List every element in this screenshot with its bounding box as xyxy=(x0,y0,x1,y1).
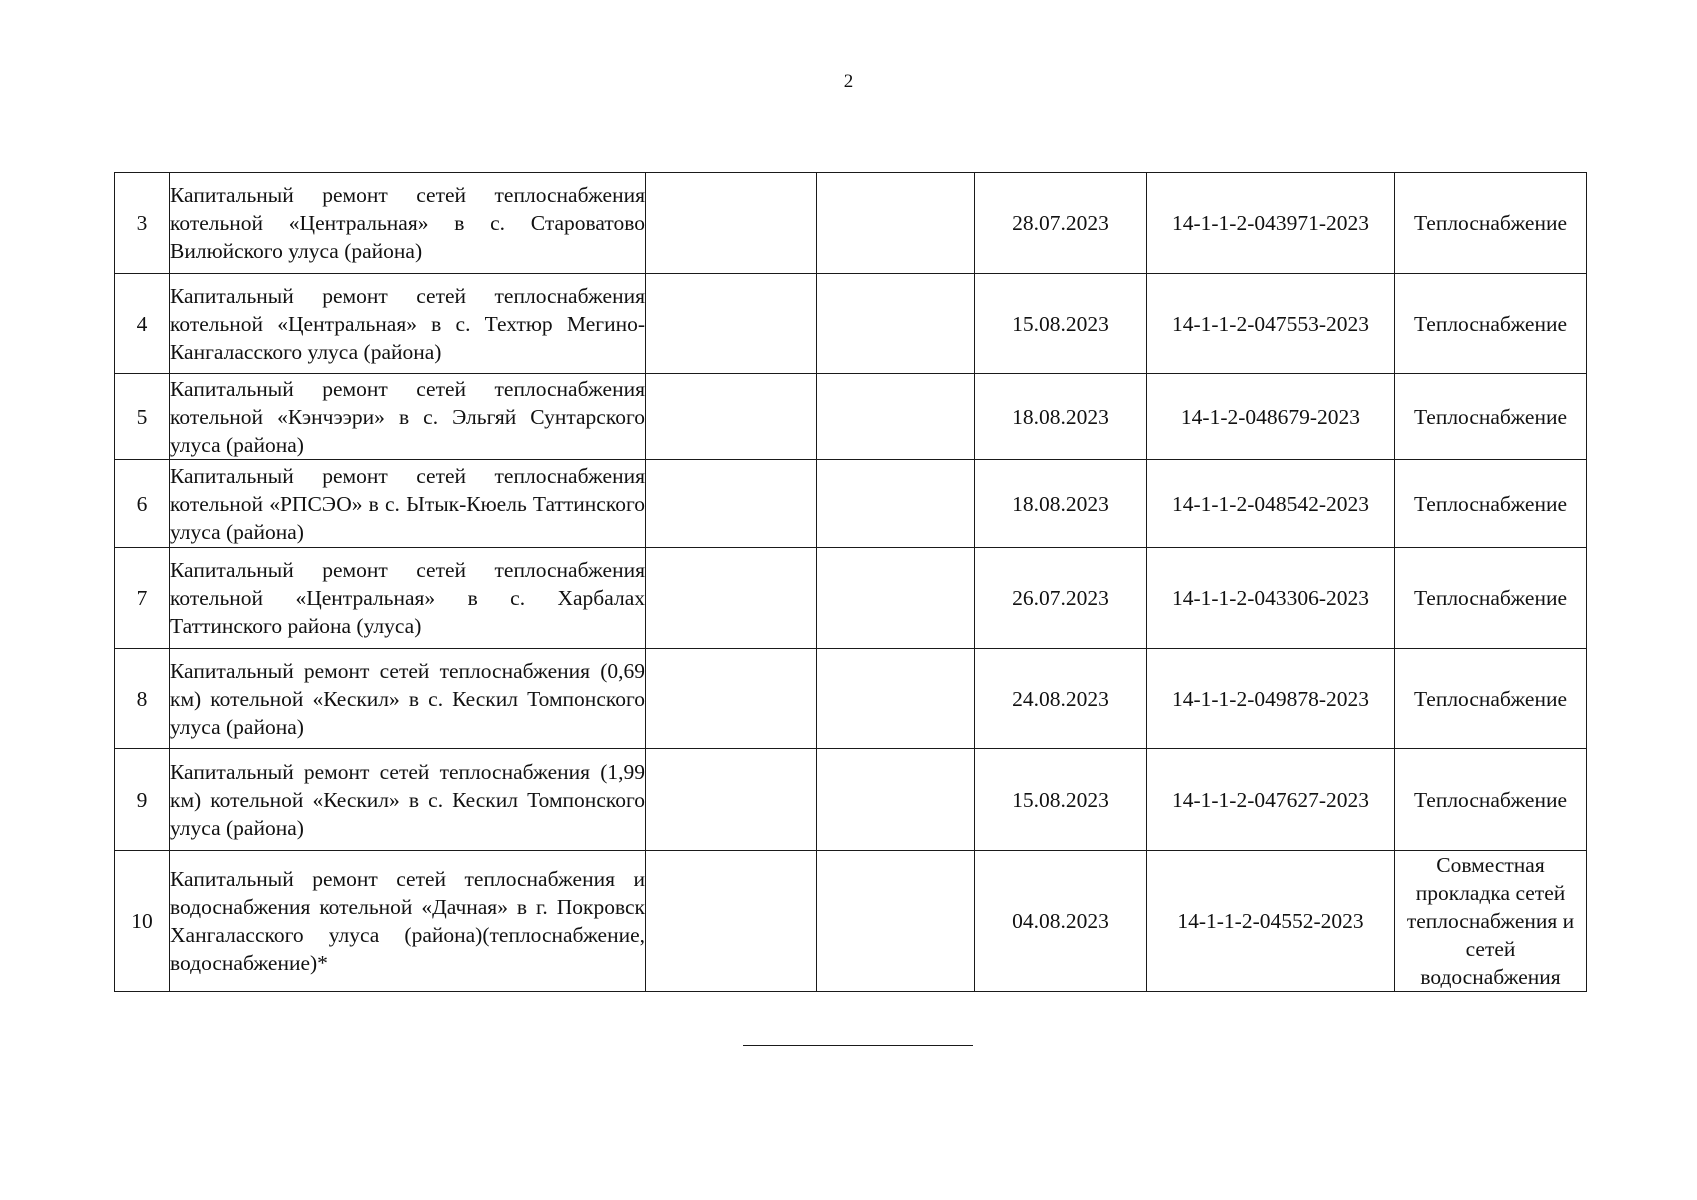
empty-cell xyxy=(646,649,817,749)
empty-cell xyxy=(646,274,817,374)
row-number: 10 xyxy=(115,851,170,992)
conclusion-date: 24.08.2023 xyxy=(975,649,1147,749)
conclusion-date: 15.08.2023 xyxy=(975,749,1147,851)
empty-cell xyxy=(646,460,817,548)
empty-cell xyxy=(817,173,975,274)
object-name: Капитальный ремонт сетей теплоснабжения котельной «Центральная» в с. Харбалах Таттинского района (улуса) xyxy=(170,548,646,649)
conclusion-number: 14-1-1-2-047553-2023 xyxy=(1147,274,1395,374)
network-type: Теплоснабжение xyxy=(1395,749,1587,851)
object-name: Капитальный ремонт сетей теплоснабжения (0,69 км) котельной «Кескил» в с. Кескил Томпонского улуса (района) xyxy=(170,649,646,749)
conclusion-number: 14-1-1-2-047627-2023 xyxy=(1147,749,1395,851)
empty-cell xyxy=(817,548,975,649)
empty-cell xyxy=(646,749,817,851)
conclusion-number: 14-1-2-048679-2023 xyxy=(1147,374,1395,460)
object-name: Капитальный ремонт сетей теплоснабжения и водоснабжения котельной «Дачная» в г. Покровск Хангаласского улуса (района)(теплоснабжение, водоснабжение)* xyxy=(170,851,646,992)
conclusion-date: 26.07.2023 xyxy=(975,548,1147,649)
conclusion-date: 18.08.2023 xyxy=(975,460,1147,548)
row-number: 3 xyxy=(115,173,170,274)
conclusion-date: 04.08.2023 xyxy=(975,851,1147,992)
empty-cell xyxy=(646,374,817,460)
network-type: Теплоснабжение xyxy=(1395,374,1587,460)
conclusion-date: 28.07.2023 xyxy=(975,173,1147,274)
table-row xyxy=(115,749,1587,851)
conclusion-number: 14-1-1-2-048542-2023 xyxy=(1147,460,1395,548)
table-row xyxy=(115,460,1587,548)
empty-cell xyxy=(817,649,975,749)
table-row xyxy=(115,548,1587,649)
row-number: 8 xyxy=(115,649,170,749)
row-number: 5 xyxy=(115,374,170,460)
conclusion-number: 14-1-1-2-043971-2023 xyxy=(1147,173,1395,274)
empty-cell xyxy=(817,749,975,851)
object-name: Капитальный ремонт сетей теплоснабжения котельной «Центральная» в с. Техтюр Мегино-Кангаласского улуса (района) xyxy=(170,274,646,374)
conclusion-number: 14-1-1-2-04552-2023 xyxy=(1147,851,1395,992)
footer-rule xyxy=(743,1045,973,1046)
empty-cell xyxy=(817,274,975,374)
row-number: 9 xyxy=(115,749,170,851)
page-number: 2 xyxy=(843,71,854,92)
empty-cell xyxy=(646,851,817,992)
network-type: Теплоснабжение xyxy=(1395,274,1587,374)
network-type: Теплоснабжение xyxy=(1395,649,1587,749)
table-row xyxy=(115,851,1587,992)
object-name: Капитальный ремонт сетей теплоснабжения котельной «Кэнчээри» в с. Эльгяй Сунтарского улуса (района) xyxy=(170,374,646,460)
empty-cell xyxy=(817,374,975,460)
object-name: Капитальный ремонт сетей теплоснабжения котельной «РПСЭО» в с. Ытык-Кюель Таттинского улуса (района) xyxy=(170,460,646,548)
row-number: 7 xyxy=(115,548,170,649)
network-type: Теплоснабжение xyxy=(1395,460,1587,548)
conclusion-number: 14-1-1-2-043306-2023 xyxy=(1147,548,1395,649)
conclusion-date: 18.08.2023 xyxy=(975,374,1147,460)
empty-cell xyxy=(817,460,975,548)
table-row xyxy=(115,173,1587,274)
network-type: Теплоснабжение xyxy=(1395,548,1587,649)
network-type: Совместная прокладка сетей теплоснабжения и сетей водоснабжения xyxy=(1395,851,1587,992)
empty-cell xyxy=(646,548,817,649)
conclusion-number: 14-1-1-2-049878-2023 xyxy=(1147,649,1395,749)
table-row xyxy=(115,274,1587,374)
conclusion-date: 15.08.2023 xyxy=(975,274,1147,374)
table-row xyxy=(115,649,1587,749)
registry-table xyxy=(114,172,1587,992)
row-number: 6 xyxy=(115,460,170,548)
object-name: Капитальный ремонт сетей теплоснабжения котельной «Центральная» в с. Староватово Вилюйского улуса (района) xyxy=(170,173,646,274)
network-type: Теплоснабжение xyxy=(1395,173,1587,274)
empty-cell xyxy=(646,173,817,274)
table-row xyxy=(115,374,1587,460)
row-number: 4 xyxy=(115,274,170,374)
object-name: Капитальный ремонт сетей теплоснабжения (1,99 км) котельной «Кескил» в с. Кескил Томпонского улуса (района) xyxy=(170,749,646,851)
empty-cell xyxy=(817,851,975,992)
